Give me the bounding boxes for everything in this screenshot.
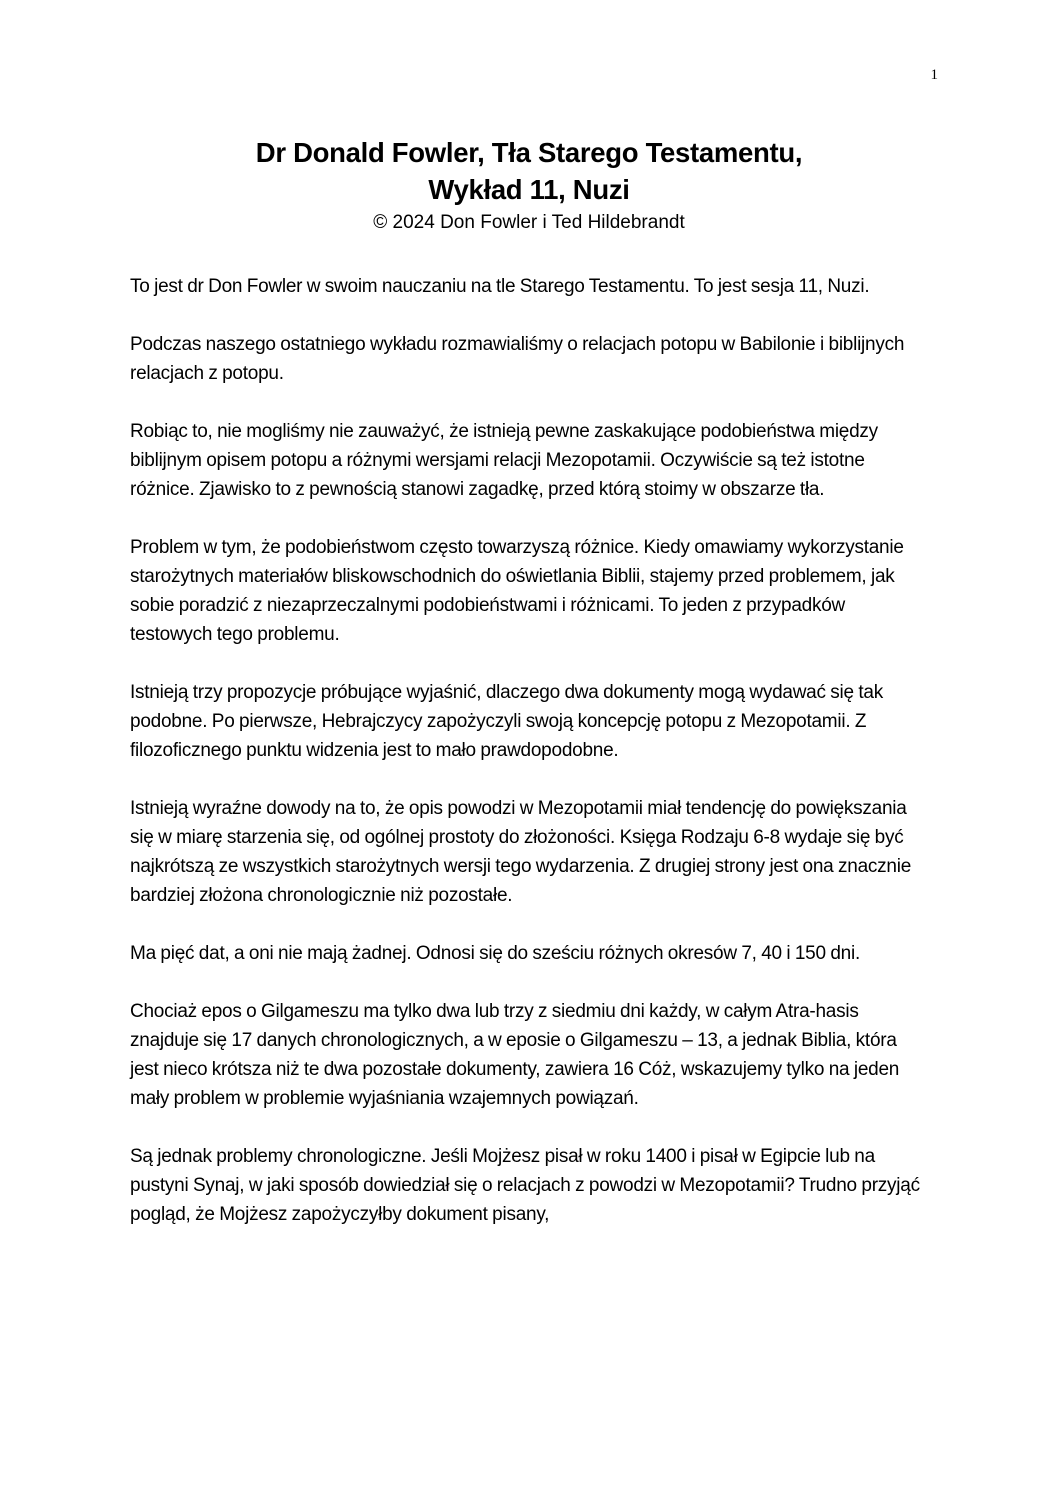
title-line-2: Wykład 11, Nuzi <box>428 174 630 205</box>
document-header <box>0 134 1058 238</box>
paragraph-6: Istnieją wyraźne dowody na to, że opis powodzi w Mezopotamii miał tendencję do powiększania się w miarę starzenia się, od ogólnej prostoty do złożoności. Księga Rodzaju 6-8 wydaje się być najkrótszą ze wszystkich starożytnych wersji tego wydarzenia. Z drugiej strony jest ona znacznie bardziej złożona chronologicznie niż pozostałe. <box>130 798 912 906</box>
page-number: 1 <box>930 67 938 83</box>
paragraph-9: Są jednak problemy chronologiczne. Jeśli Mojżesz pisał w roku 1400 i pisał w Egipcie lub na pustyni Synaj, w jaki sposób dowiedział się o relacjach z powodzi w Mezopotamii? Trudno przyjąć pogląd, że Mojżesz zapożyczyłby dokument pisany, <box>130 1146 920 1225</box>
paragraph-8: Chociaż epos o Gilgameszu ma tylko dwa lub trzy z siedmiu dni każdy, w całym Atra-hasis znajduje się 17 danych chronologicznych, a w eposie o Gilgameszu – 13, a jednak Biblia, która jest nieco krótsza niż te dwa pozostałe dokumenty, zawiera 16 Cóż, wskazujemy tylko na jeden mały problem w problemie wyjaśniania wzajemnych powiązań. <box>130 1001 900 1109</box>
title-line-1: Dr Donald Fowler, Tła Starego Testamentu, <box>255 137 803 168</box>
paragraph-7: Ma pięć dat, a oni nie mają żadnej. Odnosi się do sześciu różnych okresów 7, 40 i 150 dni. <box>130 943 860 964</box>
paragraph-4: Problem w tym, że podobieństwom często towarzyszą różnice. Kiedy omawiamy wykorzystanie starożytnych materiałów bliskowschodnich do oświetlania Biblii, stajemy przed problemem, jak sobie poradzić z niezaprzeczalnymi podobieństwami i różnicami. To jeden z przypadków testowych tego problemu. <box>130 537 904 645</box>
paragraph-5: Istnieją trzy propozycje próbujące wyjaśnić, dlaczego dwa dokumenty mogą wydawać się tak podobne. Po pierwsze, Hebrajczycy zapożyczyli swoją koncepcję potopu z Mezopotamii. Z filozoficznego punktu widzenia jest to mało prawdopodobne. <box>130 682 883 761</box>
paragraph-2: Podczas naszego ostatniego wykładu rozmawialiśmy o relacjach potopu w Babilonie i biblijnych relacjach z potopu. <box>130 334 905 384</box>
document-body <box>130 272 928 1258</box>
paragraph-1: To jest dr Don Fowler w swoim nauczaniu na tle Starego Testamentu. To jest sesja 11, Nuzi. <box>130 276 870 297</box>
copyright-line: © 2024 Don Fowler i Ted Hildebrandt <box>373 212 685 233</box>
paragraph-3: Robiąc to, nie mogliśmy nie zauważyć, że istnieją pewne zaskakujące podobieństwa między biblijnym opisem potopu a różnymi wersjami relacji Mezopotamii. Oczywiście są też istotne różnice. Zjawisko to z pewnością stanowi zagadkę, przed którą stoimy w obszarze tła. <box>130 421 878 500</box>
